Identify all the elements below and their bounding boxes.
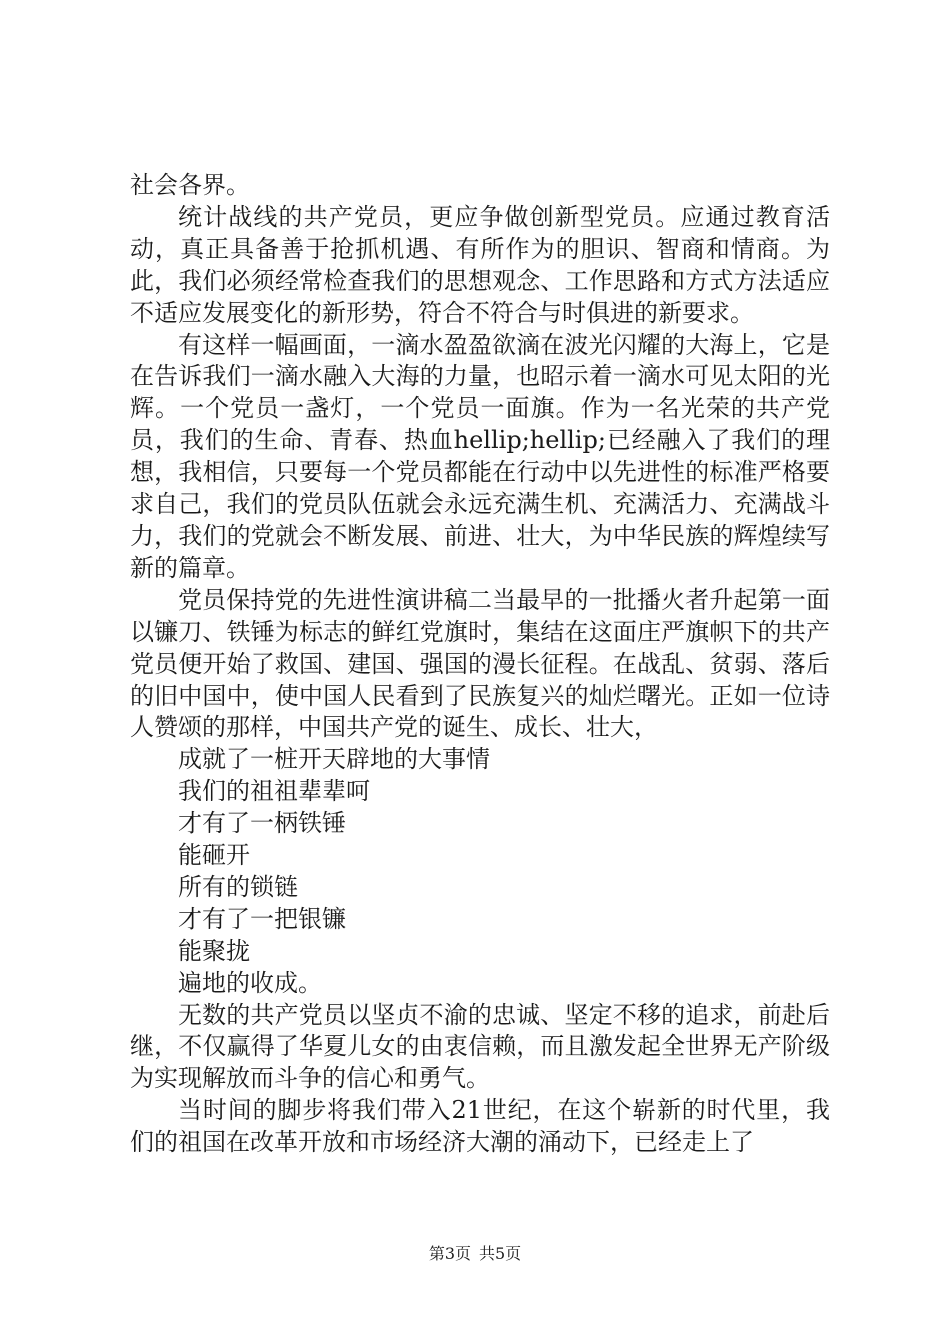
verse-line: 能聚拢 [178, 936, 250, 965]
paragraph: 当时间的脚步将我们带入21世纪，在这个崭新的时代里，我们的祖国在改革开放和市场经济大潮的涌动下，已经走上了 [130, 1096, 830, 1157]
verse-line: 我们的祖祖辈辈呵 [178, 777, 370, 806]
page-total: 共5页 [479, 1244, 522, 1263]
poem-verse [130, 744, 830, 999]
page-footer [0, 1244, 950, 1264]
document-body [130, 170, 830, 1159]
verse-line: 能砸开 [178, 841, 250, 870]
verse-line: 才有了一柄铁锤 [178, 809, 346, 838]
paragraph: 无数的共产党员以坚贞不渝的忠诚、坚定不移的追求，前赴后继，不仅赢得了华夏儿女的由衷信赖，而且激发起全世界无产阶级为实现解放而斗争的信心和勇气。 [130, 1000, 830, 1093]
paragraph: 有这样一幅画面，一滴水盈盈欲滴在波光闪耀的大海上，它是在告诉我们一滴水融入大海的力量，也昭示着一滴水可见太阳的光辉。一个党员一盏灯，一个党员一面旗。作为一名光荣的共产党员，我们的生命、青春、热血hellip;hellip;已经融入了我们的理想，我相信，只要每一个党员都能在行动中以先进性的标准严格要求自己，我们的党员队伍就会永远充满生机、充满活力、充满战斗力，我们的党就会不断发展、前进、壮大，为中华民族的辉煌续写新的篇章。 [130, 330, 830, 582]
verse-line: 遍地的收成。 [178, 968, 322, 997]
paragraph: 社会各界。 [130, 171, 250, 199]
page-number: 第3页 [428, 1244, 471, 1263]
paragraph: 党员保持党的先进性演讲稿二当最早的一批播火者升起第一面以镰刀、铁锤为标志的鲜红党旗时，集结在这面庄严旗帜下的共产党员便开始了救国、建国、强国的漫长征程。在战乱、贫弱、落后的旧中国中，使中国人民看到了民族复兴的灿烂曙光。正如一位诗人赞颂的那样，中国共产党的诞生、成长、壮大， [130, 585, 830, 742]
verse-line: 才有了一把银镰 [178, 904, 346, 933]
verse-line: 成就了一桩开天辟地的大事情 [178, 745, 490, 774]
paragraph: 统计战线的共产党员，更应争做创新型党员。应通过教育活动，真正具备善于抢抓机遇、有所作为的胆识、智商和情商。为此，我们必须经常检查我们的思想观念、工作思路和方式方法适应不适应发展变化的新形势，符合不符合与时俱进的新要求。 [130, 202, 830, 327]
verse-line: 所有的锁链 [178, 872, 298, 901]
